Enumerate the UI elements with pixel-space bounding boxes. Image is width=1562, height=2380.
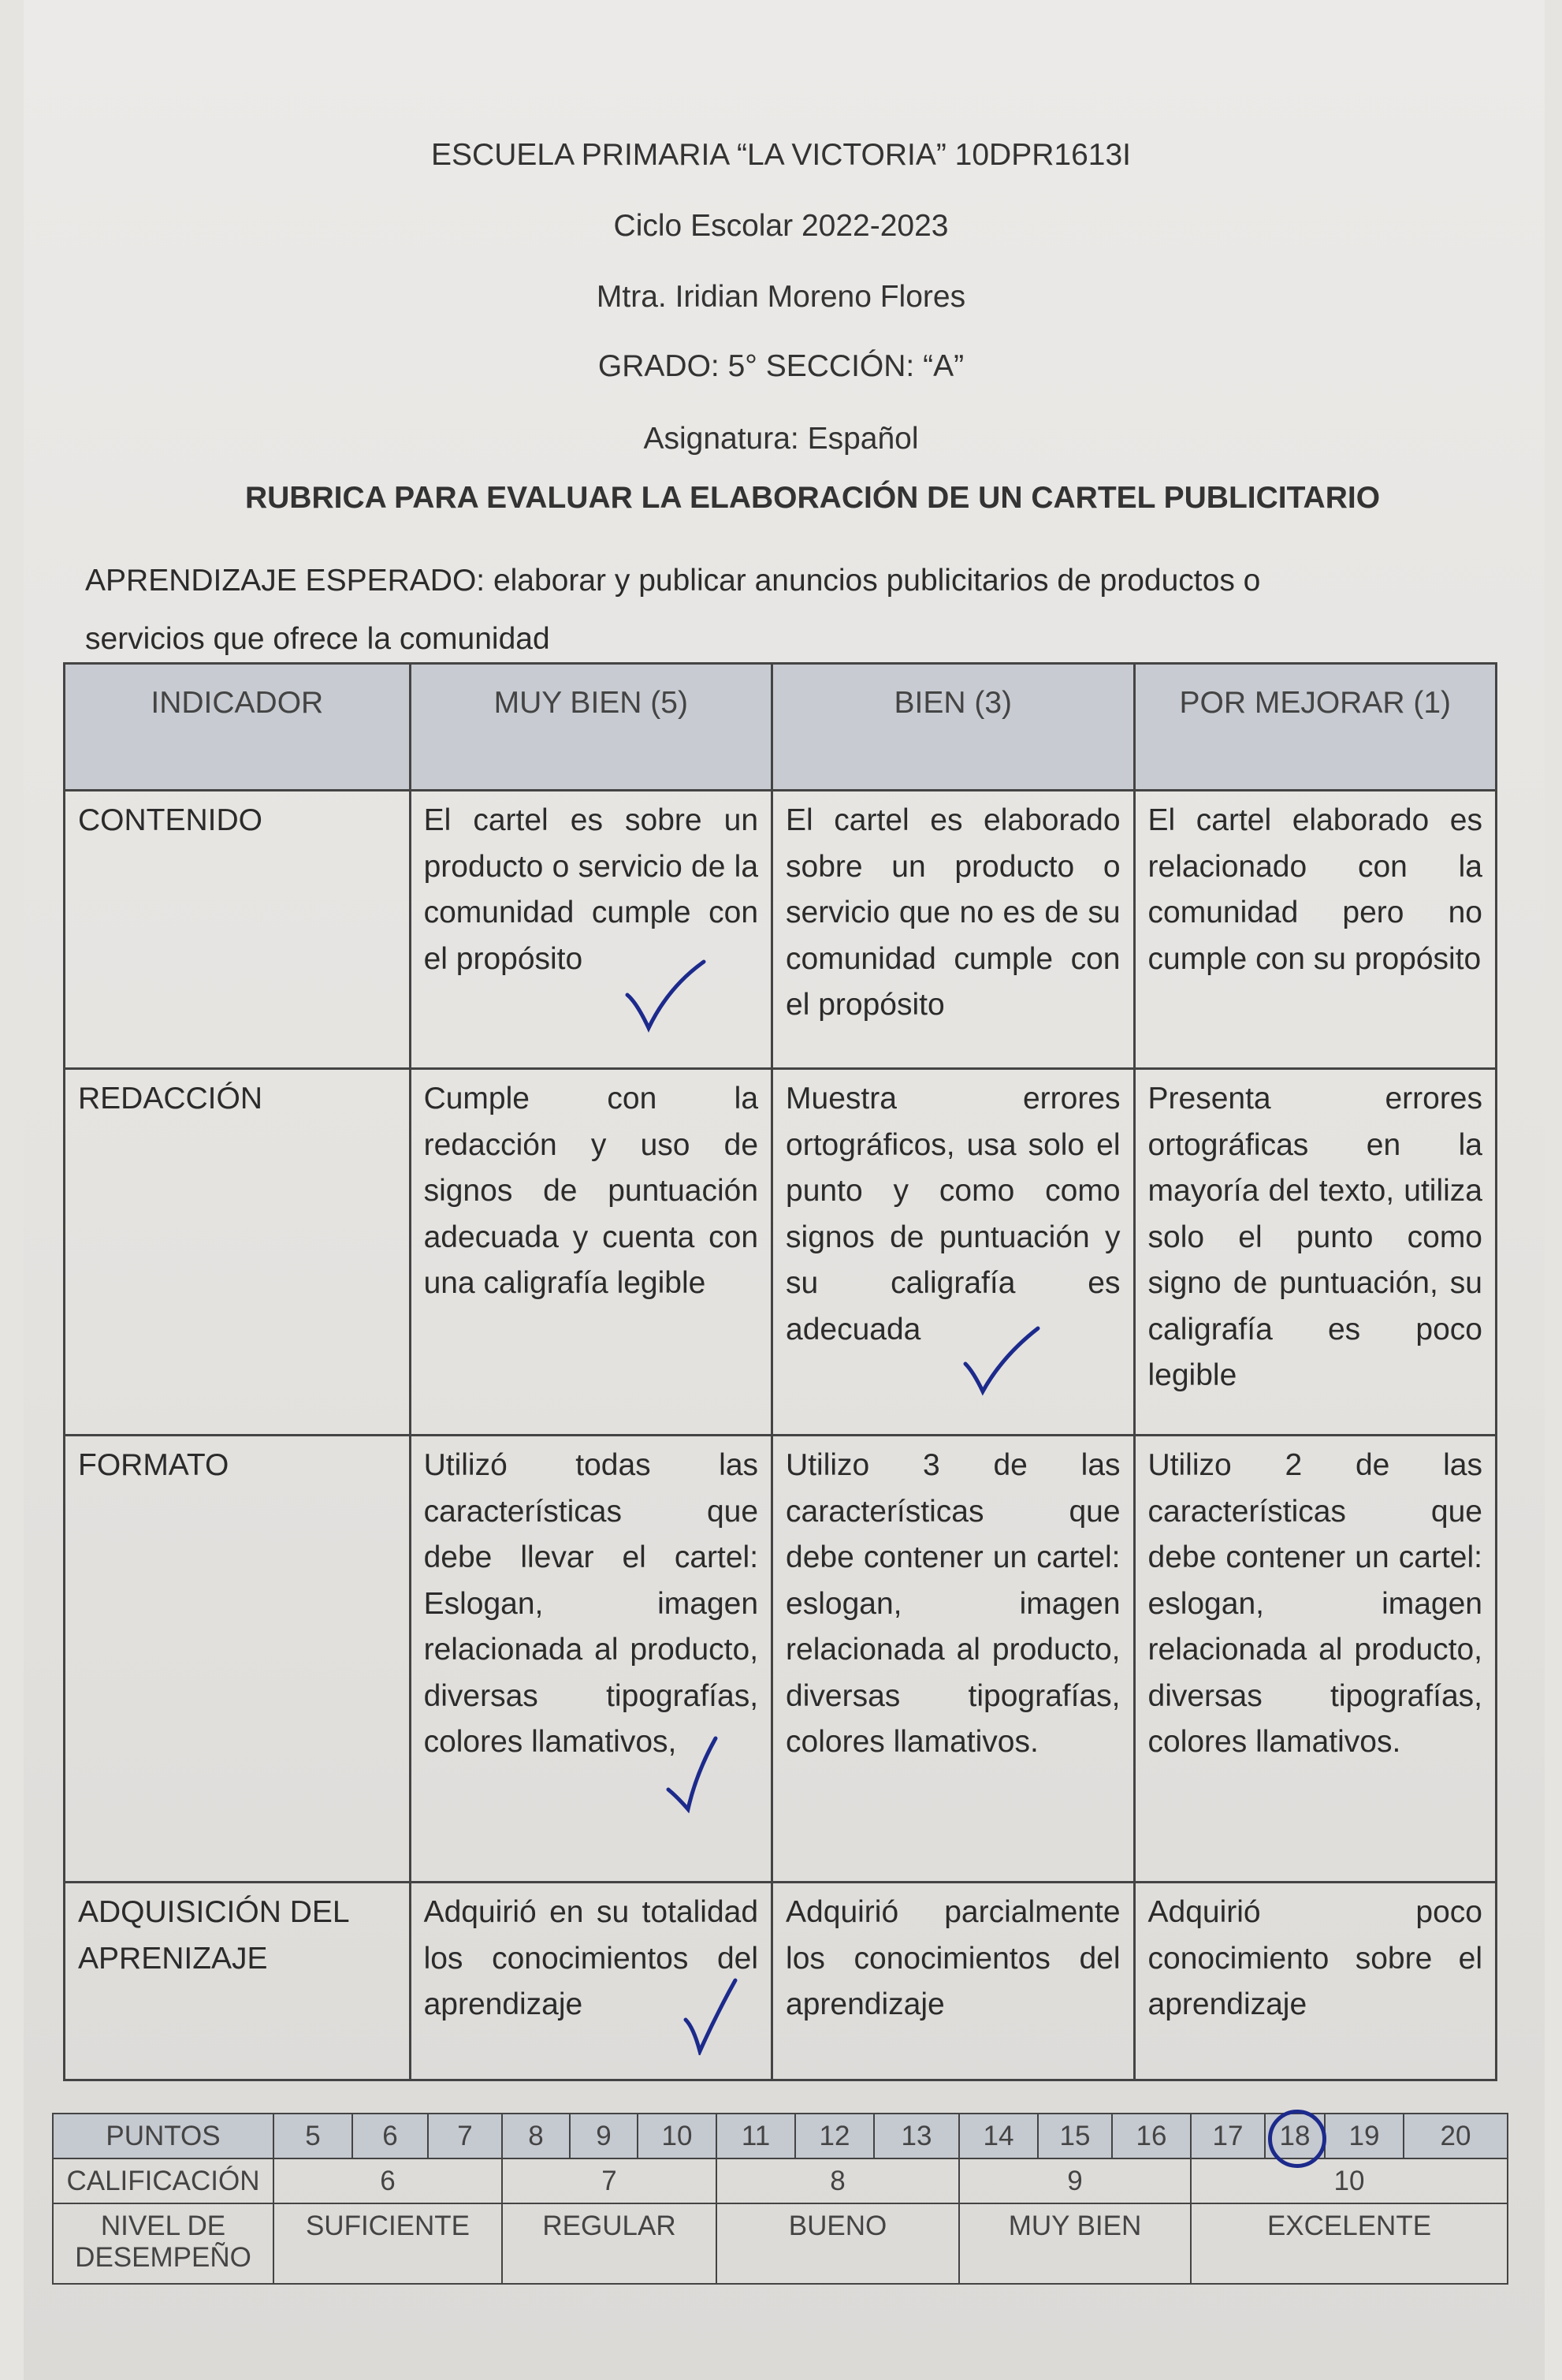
criterion-por-mejorar: Adquirió poco conocimiento sobre el aprendizaje [1134, 1883, 1496, 2080]
indicator-cell: ADQUISICIÓN DEL APRENIZAJE [65, 1883, 411, 2080]
points-cell: 16 [1112, 2114, 1191, 2158]
criterion-por-mejorar: Utilizo 2 de las características que debe contener un cartel: eslogan, imagen relacionada al producto, diversas tipografías, colores llamativos. [1134, 1436, 1496, 1883]
points-cell: 7 [428, 2114, 502, 2158]
level-cell: MUY BIEN [959, 2203, 1191, 2284]
points-cell: 8 [502, 2114, 570, 2158]
level-cell: BUENO [716, 2203, 959, 2284]
criterion-muy-bien [410, 1883, 772, 2080]
rubric-title: RUBRICA PARA EVALUAR LA ELABORACIÓN DE UN CARTEL PUBLICITARIO [244, 481, 1381, 515]
level-cell: EXCELENTE [1191, 2203, 1508, 2284]
criterion-text: Muestra errores ortográficos, usa solo el punto y como como signos de puntuación y su caligrafía es adecuada [786, 1082, 1121, 1346]
checkmark-icon [660, 1734, 747, 1813]
teacher-name: Mtra. Iridian Moreno Flores [596, 280, 966, 314]
points-cell: 9 [570, 2114, 638, 2158]
criterion-bien: El cartel es elaborado sobre un producto o servicio que no es de su comunidad cumple con el propósito [772, 791, 1134, 1069]
school-cycle: Ciclo Escolar 2022-2023 [613, 209, 949, 243]
level-cell: SUFICIENTE [273, 2203, 502, 2284]
criterion-muy-bien: Cumple con la redacción y uso de signos de puntuación adecuada y cuenta con una caligrafía legible [410, 1069, 772, 1436]
points-cell: 11 [716, 2114, 795, 2158]
points-cell: 5 [273, 2114, 352, 2158]
grade-cell: 6 [273, 2158, 502, 2203]
points-cell: 6 [352, 2114, 428, 2158]
points-value: 18 [1279, 2120, 1311, 2151]
criterion-por-mejorar: Presenta errores ortográficas en la mayoría del texto, utiliza solo el punto como signo de puntuación, su caligrafía es poco legible [1134, 1069, 1496, 1436]
checkmark-icon [621, 955, 708, 1034]
header-por-mejorar: POR MEJORAR (1) [1134, 664, 1496, 791]
level-row [53, 2203, 1508, 2284]
criterion-muy-bien [410, 1436, 772, 1883]
grade-cell: 8 [716, 2158, 959, 2203]
checkmark-icon [676, 1976, 763, 2055]
expected-learning: APRENDIZAJE ESPERADO: elaborar y publicar anuncios publicitarios de productos o servicios que ofrece la comunidad [85, 564, 1261, 656]
grade-cell: 7 [502, 2158, 716, 2203]
rubric-row-redaccion [65, 1069, 1497, 1436]
indicator-cell: FORMATO [65, 1436, 411, 1883]
level-label: NIVEL DE DESEMPEÑO [53, 2203, 273, 2284]
criterion-bien: Utilizo 3 de las características que debe contener un cartel: eslogan, imagen relacionada al producto, diversas tipografías, colores llamativos. [772, 1436, 1134, 1883]
points-cell: 19 [1325, 2114, 1404, 2158]
rubric-row-adquisicion [65, 1883, 1497, 2080]
points-cell: 13 [874, 2114, 959, 2158]
points-row [53, 2114, 1508, 2158]
level-cell: REGULAR [502, 2203, 716, 2284]
criterion-text: Utilizó todas las características que debe llevar el cartel: Eslogan, imagen relacionada al producto, diversas tipografías, colores llamativos, [423, 1448, 759, 1759]
score-table [52, 2113, 1508, 2285]
checkmark-icon [959, 1320, 1046, 1399]
header-bien: BIEN (3) [772, 664, 1134, 791]
criterion-text: Adquirió en su totalidad los conocimientos del aprendizaje [423, 1895, 759, 2021]
rubric-header-row [65, 664, 1497, 791]
indicator-cell: REDACCIÓN [65, 1069, 411, 1436]
criterion-por-mejorar: El cartel elaborado es relacionado con la comunidad pero no cumple con su propósito [1134, 791, 1496, 1069]
grade-label: CALIFICACIÓN [53, 2158, 273, 2203]
points-cell: 12 [795, 2114, 874, 2158]
header-muy-bien: MUY BIEN (5) [410, 664, 772, 791]
criterion-text: El cartel es sobre un producto o servicio de la comunidad cumple con el propósito [423, 803, 759, 976]
points-cell-circled [1265, 2114, 1325, 2158]
circle-mark-icon [1268, 2110, 1326, 2168]
grade-cell: 9 [959, 2158, 1191, 2203]
school-name: ESCUELA PRIMARIA “LA VICTORIA” 10DPR1613I [431, 138, 1131, 172]
points-label: PUNTOS [53, 2114, 273, 2158]
criterion-bien: Adquirió parcialmente los conocimientos del aprendizaje [772, 1883, 1134, 2080]
points-cell: 17 [1191, 2114, 1265, 2158]
rubric-row-contenido [65, 791, 1497, 1069]
grade-section: GRADO: 5° SECCIÓN: “A” [597, 349, 965, 383]
points-cell: 15 [1038, 2114, 1112, 2158]
indicator-cell: CONTENIDO [65, 791, 411, 1069]
grade-cell: 10 [1191, 2158, 1508, 2203]
points-cell: 14 [959, 2114, 1038, 2158]
header-indicator: INDICADOR [65, 664, 411, 791]
points-cell: 20 [1404, 2114, 1508, 2158]
rubric-table [63, 662, 1497, 2081]
criterion-muy-bien [410, 791, 772, 1069]
criterion-bien [772, 1069, 1134, 1436]
points-cell: 10 [638, 2114, 716, 2158]
rubric-row-formato [65, 1436, 1497, 1883]
subject: Asignatura: Español [643, 422, 919, 456]
